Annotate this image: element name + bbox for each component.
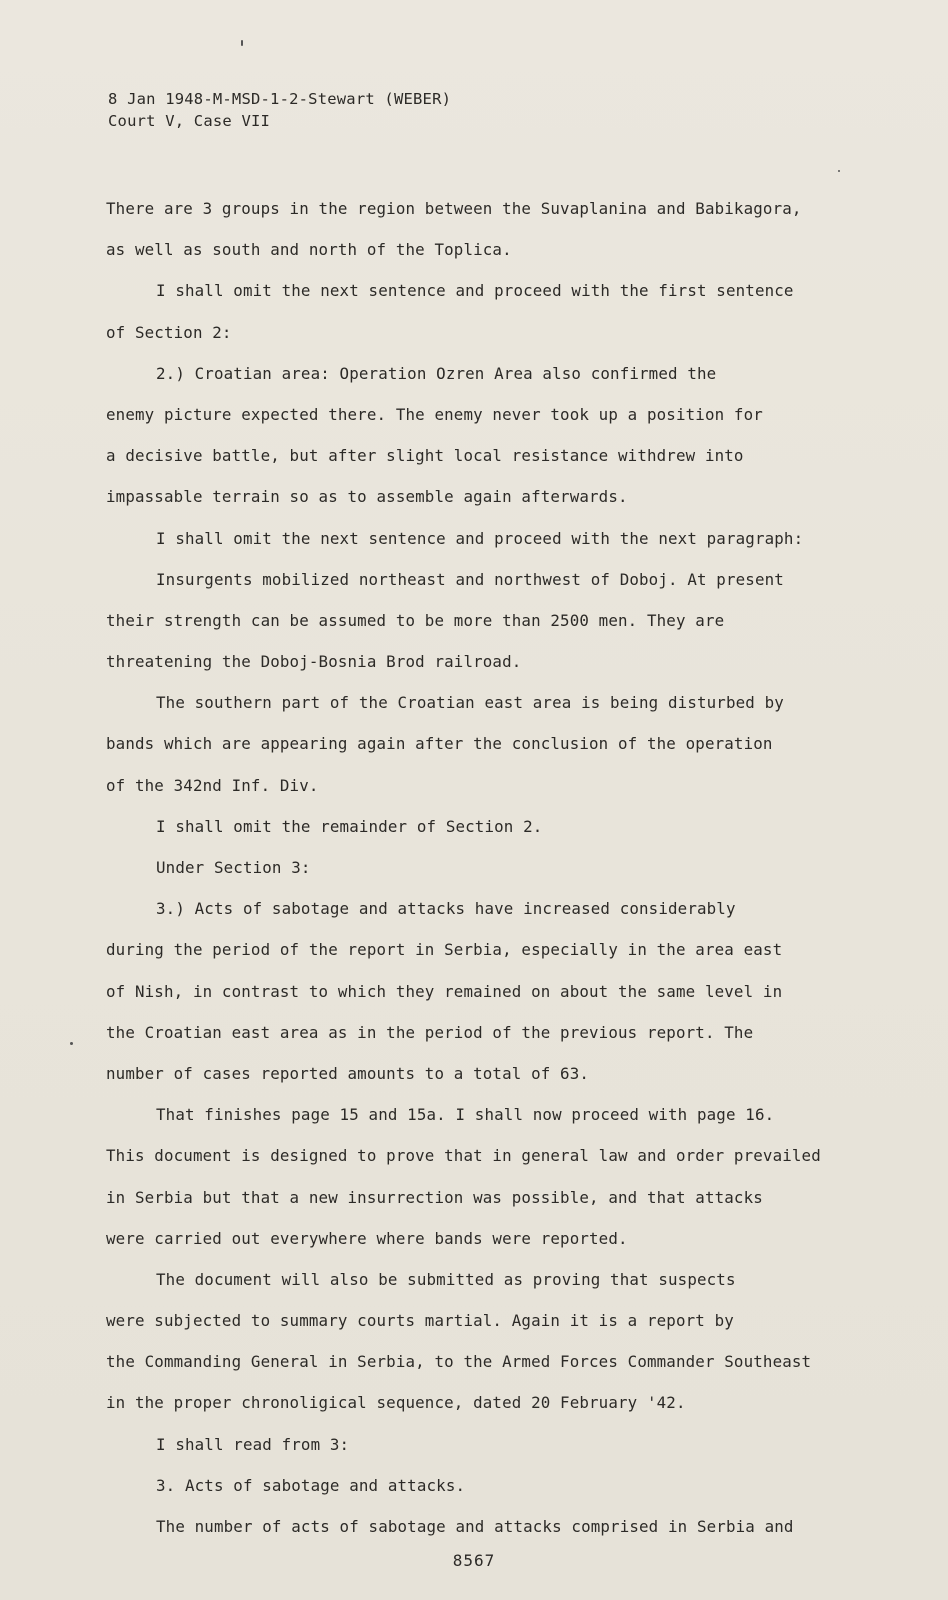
body-line: 2.) Croatian area: Operation Ozren Area also confirmed the	[156, 363, 717, 383]
page-number: 8567	[452, 1551, 496, 1570]
body-line: were subjected to summary courts martial. Again it is a report by	[106, 1311, 734, 1331]
body-line: 3.) Acts of sabotage and attacks have increased considerably	[156, 899, 736, 919]
body-line: in the proper chronoligical sequence, dated 20 February '42.	[106, 1393, 686, 1413]
body-line: a decisive battle, but after slight local resistance withdrew into	[106, 446, 744, 466]
body-line: That finishes page 15 and 15a. I shall now proceed with page 16.	[156, 1105, 775, 1125]
body-line: bands which are appearing again after the conclusion of the operation	[106, 734, 773, 754]
body-line: enemy picture expected there. The enemy never took up a position for	[106, 404, 763, 424]
body-line: during the period of the report in Serbia, especially in the area east	[106, 940, 783, 960]
body-line: Under Section 3:	[156, 858, 311, 877]
document-header	[108, 88, 451, 132]
body-line: This document is designed to prove that in general law and order prevailed	[106, 1146, 821, 1166]
body-line: I shall read from 3:	[156, 1434, 350, 1454]
body-line: I shall omit the remainder of Section 2.	[156, 816, 543, 836]
body-line: impassable terrain so as to assemble again afterwards.	[106, 487, 628, 507]
header-line-court: Court V, Case VII	[108, 112, 271, 130]
body-line: their strength can be assumed to be more than 2500 men. They are	[106, 610, 725, 630]
body-line: I shall omit the next sentence and proceed with the first sentence	[156, 281, 794, 301]
body-line: as well as south and north of the Toplica.	[106, 240, 512, 260]
body-line: of Section 2:	[106, 322, 232, 342]
body-line: number of cases reported amounts to a total of 63.	[106, 1063, 590, 1083]
body-line: 3. Acts of sabotage and attacks.	[156, 1475, 466, 1495]
paper-speck	[70, 1042, 73, 1045]
body-line: The southern part of the Croatian east area is being disturbed by	[156, 693, 784, 713]
transcript-body	[106, 188, 886, 1547]
body-line: The document will also be submitted as proving that suspects	[156, 1269, 736, 1289]
paper-speck	[838, 170, 840, 172]
header-line-date: 8 Jan 1948-M-MSD-1-2-Stewart (WEBER)	[108, 90, 452, 108]
paper-speck	[241, 40, 243, 46]
body-line: were carried out everywhere where bands were reported.	[106, 1228, 628, 1248]
body-line: threatening the Doboj-Bosnia Brod railroad.	[106, 652, 522, 672]
body-line: the Commanding General in Serbia, to the Armed Forces Commander Southeast	[106, 1352, 812, 1372]
body-line: I shall omit the next sentence and proceed with the next paragraph:	[156, 528, 804, 548]
body-line: in Serbia but that a new insurrection was possible, and that attacks	[106, 1187, 763, 1207]
body-line: There are 3 groups in the region between the Suvaplanina and Babikagora,	[106, 199, 802, 218]
body-line: the Croatian east area as in the period of the previous report. The	[106, 1022, 754, 1042]
body-line: of Nish, in contrast to which they remained on about the same level in	[106, 981, 783, 1001]
body-line: of the 342nd Inf. Div.	[106, 775, 319, 795]
body-line: The number of acts of sabotage and attacks comprised in Serbia and	[156, 1517, 794, 1536]
body-line: Insurgents mobilized northeast and northwest of Doboj. At present	[156, 569, 784, 589]
